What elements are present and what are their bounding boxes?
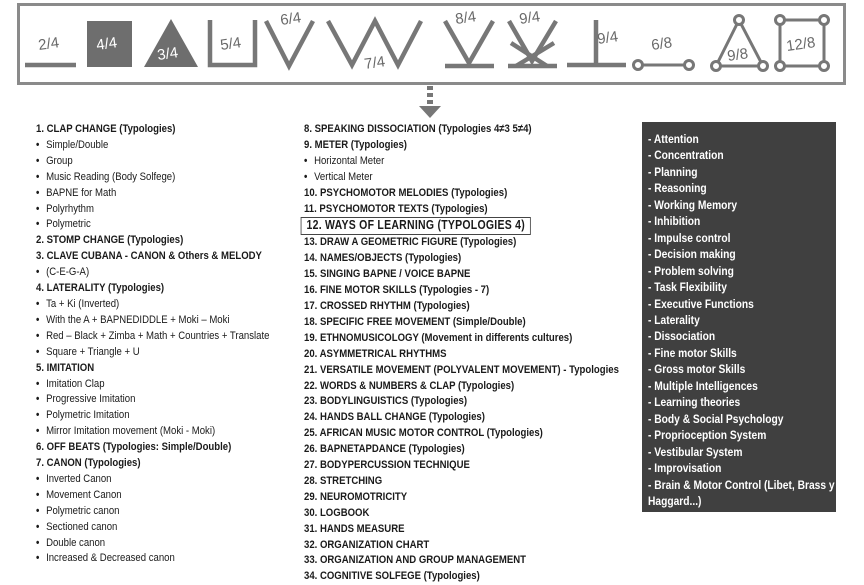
skill-item: - Vestibular System <box>648 444 743 459</box>
activity-subitem: • Polymetric canon <box>36 504 269 520</box>
meter-6-8-node <box>634 61 643 70</box>
activity-subitem: • Vertical Meter <box>304 170 619 186</box>
activity-subitem: • Music Reading (Body Solfege) <box>36 170 269 186</box>
activity-item: 19. ETHNOMUSICOLOGY (Movement in differents cultures) <box>304 331 573 344</box>
skill-item: - Improvisation <box>648 461 722 476</box>
meter-label: 4/4 <box>95 34 119 54</box>
activity-subitem: • Imitation Clap <box>36 377 269 393</box>
meter-label: 2/4 <box>37 34 61 54</box>
meter-label: 3/4 <box>156 44 180 64</box>
activity-item: 34. COGNITIVE SOLFEGE (Typologies) <box>304 570 480 583</box>
meter-12-8-node <box>820 62 829 71</box>
activity-item: 32. ORGANIZATION CHART <box>304 538 430 551</box>
activity-item: 4. LATERALITY (Typologies) <box>36 282 165 295</box>
meter-label: 8/4 <box>454 8 478 28</box>
meter-label: 9/8 <box>726 45 750 65</box>
meter-9-8-node <box>735 16 744 25</box>
activity-subitem: • Red – Black + Zimba + Math + Countries + Translate <box>36 329 269 345</box>
activity-item: 33. ORGANIZATION AND GROUP MANAGEMENT <box>304 554 527 567</box>
skill-item: - Inhibition <box>648 214 701 229</box>
activity-item: 22. WORDS & NUMBERS & CLAP (Typologies) <box>304 379 515 392</box>
activity-item: 17. CROSSED RHYTHM (Typologies) <box>304 299 470 312</box>
activity-item: 26. BAPNETAPDANCE (Typologies) <box>304 443 465 456</box>
meter-label: 9/4 <box>518 8 542 28</box>
activity-subitem: • Horizontal Meter <box>304 154 619 170</box>
activities-column-1 <box>36 122 269 567</box>
activity-item: 24. HANDS BALL CHANGE (Typologies) <box>304 411 485 424</box>
activity-subitem: • Increased & Decreased canon <box>36 551 269 567</box>
activity-subitem: • Ta + Ki (Inverted) <box>36 297 269 313</box>
activity-subitem: • Progressive Imitation <box>36 392 269 408</box>
activity-item: 11. PSYCHOMOTOR TEXTS (Typologies) <box>304 202 488 215</box>
meter-label: 7/4 <box>363 53 387 73</box>
activity-item: 18. SPECIFIC FREE MOVEMENT (Simple/Double) <box>304 315 526 328</box>
meters-diagram <box>17 3 846 85</box>
meter-label: 9/4 <box>596 28 620 48</box>
activity-subitem: • Simple/Double <box>36 138 269 154</box>
activity-item: 29. NEUROMOTRICITY <box>304 490 408 503</box>
skill-item: - Learning theories <box>648 395 741 410</box>
skill-item: - Planning <box>648 164 698 179</box>
activity-item: 14. NAMES/OBJECTS (Typologies) <box>304 252 462 265</box>
meter-label: 12/8 <box>785 34 817 55</box>
activity-subitem: • Double canon <box>36 536 269 552</box>
activity-subitem: • Polymetric Imitation <box>36 408 269 424</box>
skill-item: - Body & Social Psychology <box>648 411 784 426</box>
meter-6-8-node <box>685 61 694 70</box>
activity-item: 30. LOGBOOK <box>304 506 370 519</box>
activity-item: 6. OFF BEATS (Typologies: Simple/Double) <box>36 441 232 454</box>
meter-9-8-node <box>712 62 721 71</box>
activity-subitem: • (C-E-G-A) <box>36 265 269 281</box>
skill-item: - Gross motor Skills <box>648 362 746 377</box>
skill-item: - Decision making <box>648 247 736 262</box>
meter-9-8-node <box>759 62 768 71</box>
activity-item: 23. BODYLINGUISTICS (Typologies) <box>304 395 468 408</box>
activity-item: 27. BODYPERCUSSION TECHNIQUE <box>304 459 470 472</box>
activity-subitem: • BAPNE for Math <box>36 186 269 202</box>
skill-item: - Dissociation <box>648 329 716 344</box>
meter-12-8-node <box>776 62 785 71</box>
skills-list <box>648 131 835 509</box>
skill-item: - Working Memory <box>648 197 738 212</box>
activity-item: 9. METER (Typologies) <box>304 138 407 151</box>
skill-item: - Task Flexibility <box>648 280 727 295</box>
activity-subitem: • Square + Triangle + U <box>36 345 269 361</box>
activity-item: 5. IMITATION <box>36 361 95 374</box>
activity-item: 2. STOMP CHANGE (Typologies) <box>36 234 184 247</box>
skill-item: - Reasoning <box>648 181 707 196</box>
activity-item: 10. PSYCHOMOTOR MELODIES (Typologies) <box>304 186 508 199</box>
skill-item: - Laterality <box>648 312 700 327</box>
activity-item: 25. AFRICAN MUSIC MOTOR CONTROL (Typologies) <box>304 427 543 440</box>
meter-label: 5/4 <box>219 34 243 54</box>
activity-subitem: • Movement Canon <box>36 488 269 504</box>
activity-subitem: • Polyrhythm <box>36 202 269 218</box>
activity-item <box>304 217 619 235</box>
skill-item: - Concentration <box>648 148 724 163</box>
activities-column-2 <box>304 122 619 585</box>
meter-8-4-v <box>445 21 493 63</box>
activity-subitem: • With the A + BAPNEDIDDLE + Moki – Moki <box>36 313 269 329</box>
meter-label: 6/4 <box>279 9 303 29</box>
meter-label: 6/8 <box>650 34 674 54</box>
activity-subitem: • Polymetric <box>36 217 269 233</box>
meter-12-8-node <box>776 16 785 25</box>
skill-item: - Problem solving <box>648 263 734 278</box>
activity-item: 13. DRAW A GEOMETRIC FIGURE (Typologies) <box>304 236 517 249</box>
skill-item: - Executive Functions <box>648 296 754 311</box>
activity-subitem: • Inverted Canon <box>36 472 269 488</box>
skill-item: Haggard...) <box>648 493 702 508</box>
skill-item: - Multiple Intelligences <box>648 378 758 393</box>
activity-item: 21. VERSATILE MOVEMENT (POLYVALENT MOVEMENT) - Typologies <box>304 363 619 376</box>
activity-item: 31. HANDS MEASURE <box>304 522 405 535</box>
activity-item: 15. SINGING BAPNE / VOICE BAPNE <box>304 268 471 281</box>
activity-item: 1. CLAP CHANGE (Typologies) <box>36 123 176 135</box>
activity-item: 16. FINE MOTOR SKILLS (Typologies - 7) <box>304 284 490 297</box>
skill-item: - Attention <box>648 132 699 146</box>
skill-item: - Fine motor Skills <box>648 345 737 360</box>
activity-item: 20. ASYMMETRICAL RHYTHMS <box>304 347 447 360</box>
skill-item: - Proprioception System <box>648 428 767 443</box>
activity-item: 3. CLAVE CUBANA - CANON & Others & MELODY <box>36 250 262 263</box>
highlighted-activity: 12. WAYS OF LEARNING (TYPOLOGIES 4) <box>301 217 531 235</box>
meter-12-8-node <box>820 16 829 25</box>
activity-item: 7. CANON (Typologies) <box>36 457 141 470</box>
activity-subitem: • Mirror Imitation movement (Moki - Moki) <box>36 424 269 440</box>
down-arrow-icon <box>417 86 443 120</box>
activity-subitem: • Group <box>36 154 269 170</box>
skill-item: - Brain & Motor Control (Libet, Brass y <box>648 477 835 492</box>
skill-item: - Impulse control <box>648 230 731 245</box>
activity-item: 8. SPEAKING DISSOCIATION (Typologies 4≠3 5≠4) <box>304 123 532 135</box>
activity-item: 28. STRETCHING <box>304 474 383 487</box>
activity-subitem: • Sectioned canon <box>36 520 269 536</box>
